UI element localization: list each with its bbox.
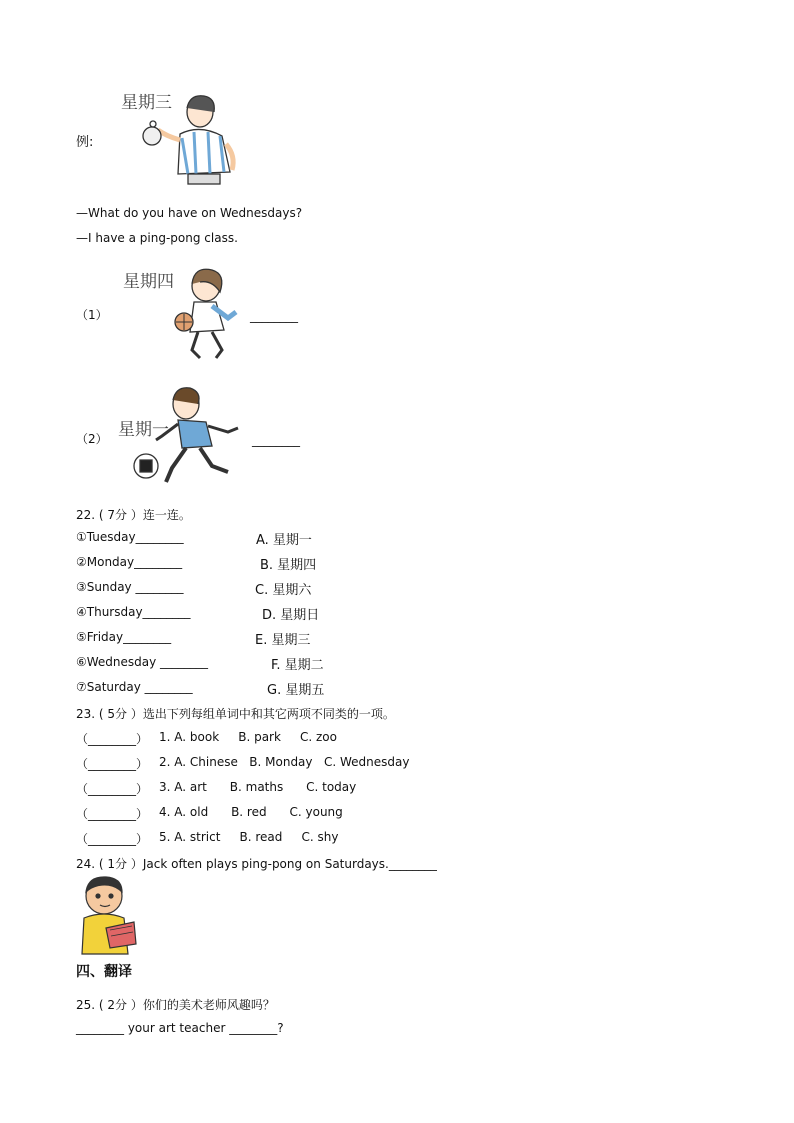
picture-2-day-caption: 星期一 xyxy=(118,420,169,439)
q23-answer-paren[interactable]: （________） xyxy=(76,782,149,796)
q22-left-item[interactable]: ⑦Saturday ________ xyxy=(76,680,193,694)
q22-left-item[interactable]: ⑤Friday________ xyxy=(76,630,172,644)
q22-title: 22. ( 7分 ）连一连。 xyxy=(76,508,191,522)
girl-basketball-figure xyxy=(175,269,236,358)
q22-left-item[interactable]: ⑥Wednesday ________ xyxy=(76,655,209,669)
q22-right-item[interactable]: E. 星期三 xyxy=(255,633,311,648)
q23-answer-paren[interactable]: （________） xyxy=(76,732,149,746)
picture-1-number: （1） xyxy=(76,308,108,322)
q23-question: 1. A. book B. park C. zoo xyxy=(159,730,337,744)
section-4-heading: 四、翻译 xyxy=(76,964,132,980)
picture-2-answer-blank[interactable]: ________ xyxy=(252,433,300,447)
picture-1-day-caption: 星期四 xyxy=(123,272,174,291)
q22-right-item[interactable]: C. 星期六 xyxy=(255,583,312,598)
picture-1-answer-blank[interactable]: ________ xyxy=(250,309,298,323)
q24-title: 24. ( 1分 ）Jack often plays ping-pong on Saturdays.________ xyxy=(76,857,437,871)
example-question: —What do you have on Wednesdays? xyxy=(76,206,303,220)
q23-question: 2. A. Chinese B. Monday C. Wednesday xyxy=(159,755,410,769)
q22-left-item[interactable]: ②Monday________ xyxy=(76,555,183,569)
example-day-caption: 星期三 xyxy=(121,93,172,112)
boy-reading-illustration xyxy=(76,874,140,956)
picture-2-number: （2） xyxy=(76,432,108,446)
picture-2-illustration xyxy=(112,384,252,498)
picture-1-illustration xyxy=(108,262,248,362)
q25-title: 25. ( 2分 ）你们的美术老师风趣吗？ xyxy=(76,998,275,1012)
q22-left-item[interactable]: ④Thursday________ xyxy=(76,605,191,619)
q22-left-item[interactable]: ①Tuesday________ xyxy=(76,530,184,544)
q23-answer-paren[interactable]: （________） xyxy=(76,832,149,846)
q22-right-item[interactable]: D. 星期日 xyxy=(262,608,320,623)
q22-right-item[interactable]: B. 星期四 xyxy=(260,558,317,573)
q23-question: 4. A. old B. red C. young xyxy=(159,805,343,819)
q23-question: 5. A. strict B. read C. shy xyxy=(159,830,339,844)
q23-answer-paren[interactable]: （________） xyxy=(76,807,149,821)
q22-right-item[interactable]: A. 星期一 xyxy=(256,533,312,548)
q23-answer-paren[interactable]: （________） xyxy=(76,757,149,771)
example-label: 例: xyxy=(76,135,94,150)
example-illustration xyxy=(108,86,244,190)
q25-answer-line[interactable]: ________ your art teacher ________? xyxy=(76,1021,284,1035)
q22-right-item[interactable]: G. 星期五 xyxy=(267,683,325,698)
q22-right-item[interactable]: F. 星期二 xyxy=(271,658,324,673)
q23-title: 23. ( 5分 ）选出下列每组单词中和其它两项不同类的一项。 xyxy=(76,707,395,721)
q23-question: 3. A. art B. maths C. today xyxy=(159,780,357,794)
example-answer: —I have a ping-pong class. xyxy=(76,231,238,245)
q22-left-item[interactable]: ③Sunday ________ xyxy=(76,580,184,594)
